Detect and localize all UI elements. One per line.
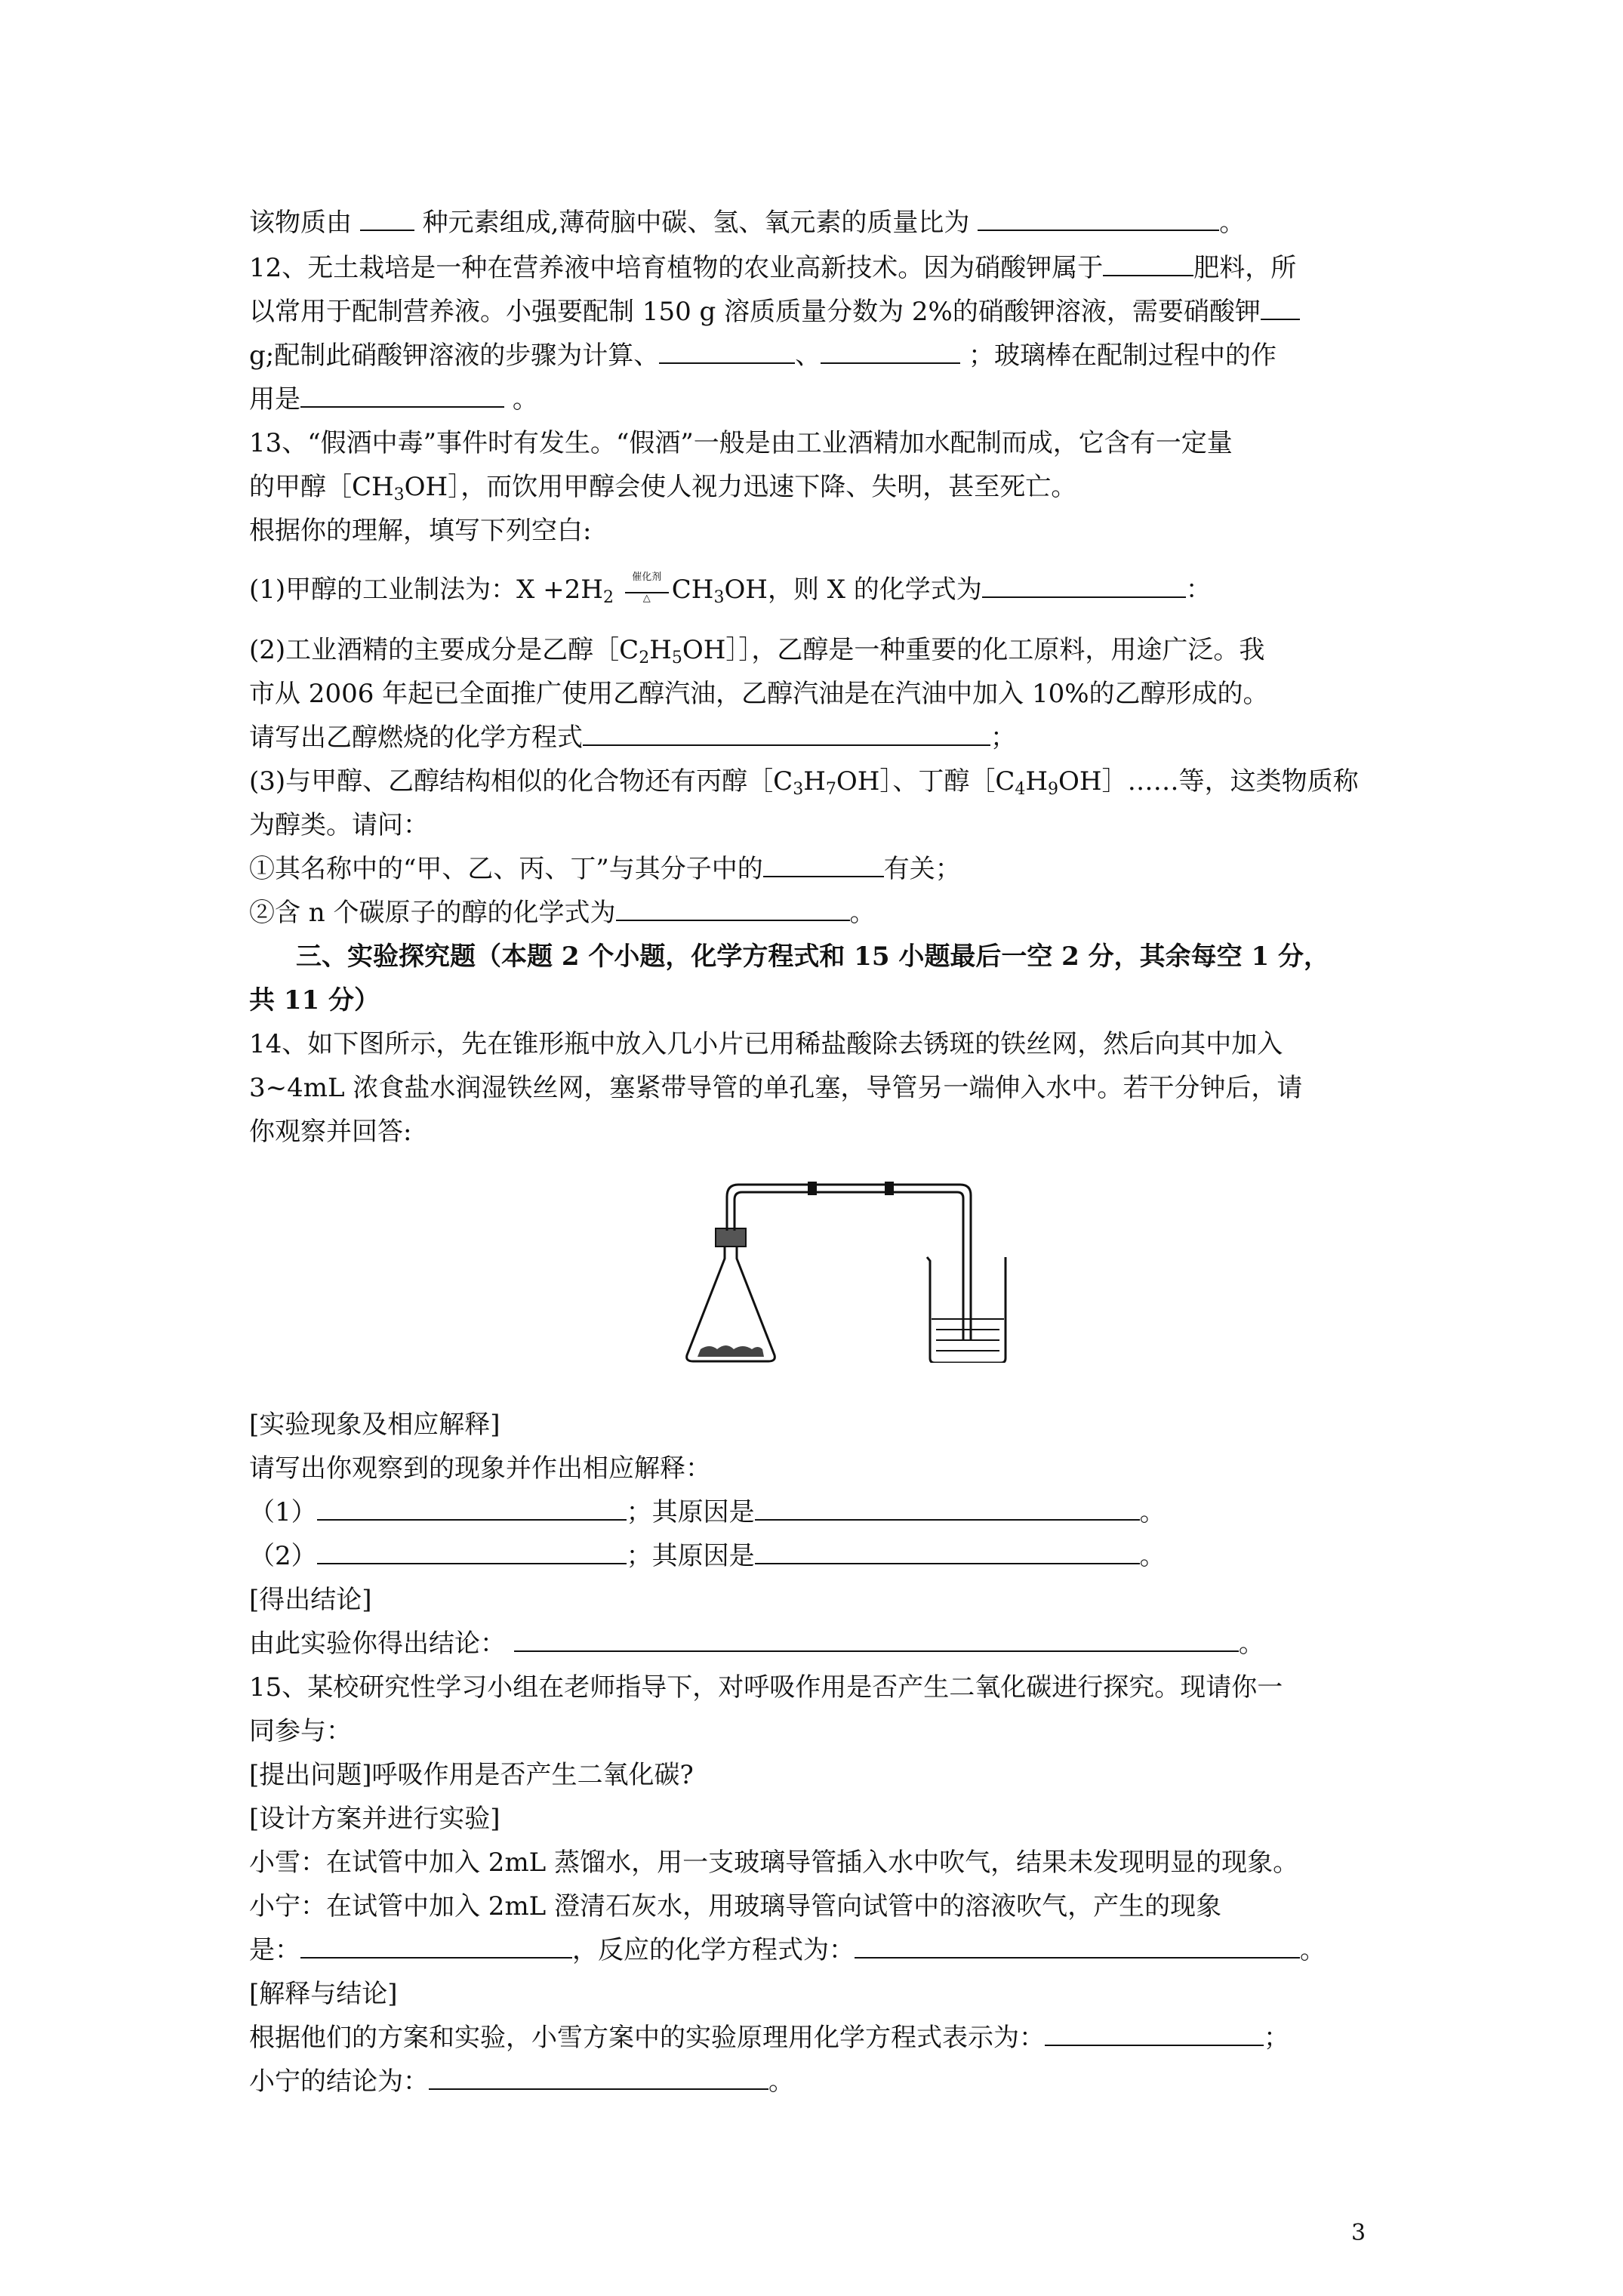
q15-question xyxy=(249,1756,1412,1794)
subscript: 3 xyxy=(713,588,725,607)
tube-joint xyxy=(885,1182,894,1195)
text: [得出结论] xyxy=(249,1585,372,1615)
text: 。 xyxy=(512,384,538,415)
text: 的甲醇［CH xyxy=(249,472,394,502)
text: 是： xyxy=(249,1935,300,1965)
subscript: 9 xyxy=(1048,780,1059,799)
text: 市从 2006 年起已全面推广使用乙醇汽油，乙醇汽油是在汽油中加入 10%的乙醇形成的。 xyxy=(249,679,1269,709)
text: 共 11 分） xyxy=(249,985,380,1015)
text: OH，则 X 的化学式为 xyxy=(724,575,982,605)
subscript: 3 xyxy=(393,485,405,504)
text: ①其名称中的“甲、乙、丙、丁”与其分子中的 xyxy=(249,854,763,884)
q14-answer-2 xyxy=(249,1537,1412,1575)
q13-part3-line2 xyxy=(249,806,1412,844)
answer-blank[interactable] xyxy=(300,1931,572,1959)
answer-blank[interactable] xyxy=(429,2063,768,2090)
answer-blank[interactable] xyxy=(1261,293,1300,320)
text: 种元素组成,薄荷脑中碳、氢、氧元素的质量比为 xyxy=(422,208,970,238)
text: 根据你的理解，填写下列空白: xyxy=(249,516,592,546)
q14-line1 xyxy=(249,1025,1412,1063)
text: 。 xyxy=(1300,1935,1326,1965)
q15-explain-heading xyxy=(249,1975,1412,2013)
answer-blank[interactable] xyxy=(855,1931,1300,1959)
text: (1)甲醇的工业制法为：X +2H xyxy=(249,575,603,605)
text: [实验现象及相应解释] xyxy=(249,1410,500,1440)
beaker xyxy=(927,1257,1006,1363)
q15-xiaoning xyxy=(249,1888,1412,1925)
text: H xyxy=(1025,766,1049,797)
text: 由此实验你得出结论： xyxy=(249,1629,506,1659)
text: 请写出你观察到的现象并作出相应解释： xyxy=(249,1453,711,1484)
text: 、 xyxy=(795,341,821,371)
conical-flask xyxy=(687,1238,775,1361)
q14-heading-conclusion xyxy=(249,1581,1412,1619)
text: ；玻璃棒在配制过程中的作 xyxy=(969,341,1277,371)
subscript: 4 xyxy=(1015,780,1026,799)
answer-blank[interactable] xyxy=(583,719,990,746)
text: 你观察并回答: xyxy=(249,1117,412,1147)
q12-line4 xyxy=(249,381,1412,418)
catalyst-label: 催化剂 xyxy=(632,572,662,583)
answer-blank[interactable] xyxy=(1045,2019,1264,2046)
text: ；其原因是 xyxy=(626,1497,755,1527)
q13-line2 xyxy=(249,468,1412,514)
text: 14、如下图所示，先在锥形瓶中放入几小片已用稀盐酸除去锈斑的铁丝网，然后向其中加入 xyxy=(249,1029,1283,1059)
q15-basis xyxy=(249,2019,1412,2057)
q12-line1 xyxy=(249,249,1412,287)
text: CH xyxy=(671,575,714,605)
q13-part2-line2 xyxy=(249,675,1412,713)
q15-line2 xyxy=(249,1712,1412,1750)
text: 有关； xyxy=(883,854,961,884)
tube-joint xyxy=(808,1182,817,1195)
answer-blank[interactable] xyxy=(755,1537,1140,1564)
text: 小宁的结论为： xyxy=(249,2066,429,2097)
text: [设计方案并进行实验] xyxy=(249,1804,500,1834)
answer-blank[interactable] xyxy=(616,894,850,921)
text: 。 xyxy=(1219,208,1246,238)
text: 小雪：在试管中加入 2mL 蒸馏水，用一支玻璃导管插入水中吹气，结果未发现明显的现象。 xyxy=(249,1848,1299,1878)
q13-line1 xyxy=(249,424,1412,462)
answer-blank[interactable] xyxy=(821,337,960,364)
text: g;配制此硝酸钾溶液的步骤为计算、 xyxy=(249,341,660,371)
answer-blank[interactable] xyxy=(978,204,1219,231)
text: （1） xyxy=(249,1497,317,1527)
q13-part2-line1 xyxy=(249,631,1412,677)
text: 请写出乙醇燃烧的化学方程式 xyxy=(249,723,583,753)
text: OH］、丁醇［C xyxy=(836,766,1015,797)
text: ： xyxy=(1185,575,1212,605)
subscript: 2 xyxy=(602,588,614,607)
q15-design-heading xyxy=(249,1800,1412,1838)
q15-line1 xyxy=(249,1669,1412,1706)
answer-blank[interactable] xyxy=(755,1493,1140,1521)
reaction-arrow xyxy=(622,572,672,604)
text: H xyxy=(803,766,826,797)
text: (2)工业酒精的主要成分是乙醇［C xyxy=(249,635,639,665)
q14-conclusion xyxy=(249,1625,1412,1663)
q14-line3 xyxy=(249,1113,1412,1151)
rubber-stopper xyxy=(716,1228,746,1247)
text: 。 xyxy=(1238,1629,1264,1659)
text: ，反应的化学方程式为： xyxy=(572,1935,855,1965)
subscript: 2 xyxy=(639,649,650,667)
q12-line2 xyxy=(249,293,1412,331)
text: 3~4mL 浓食盐水润湿铁丝网，塞紧带导管的单孔塞，导管另一端伸入水中。若干分钟后，请 xyxy=(249,1073,1303,1103)
text: 同参与： xyxy=(249,1716,352,1746)
answer-blank[interactable] xyxy=(514,1625,1239,1652)
text: (3)与甲醇、乙醇结构相似的化合物还有丙醇［C xyxy=(249,766,793,797)
text: [提出问题]呼吸作用是否产生二氧化碳? xyxy=(249,1760,694,1790)
answer-blank[interactable] xyxy=(317,1493,627,1521)
text: OH］……等，这类物质称 xyxy=(1058,766,1359,797)
text: 。 xyxy=(768,2066,794,2097)
text: （2） xyxy=(249,1541,317,1571)
q13-line3 xyxy=(249,512,1412,550)
answer-blank[interactable] xyxy=(982,571,1186,598)
text: [解释与结论] xyxy=(249,1979,398,2009)
q14-phenomena-prompt xyxy=(249,1450,1412,1487)
text: 12、无土栽培是一种在营养液中培育植物的农业高新技术。因为硝酸钾属于 xyxy=(249,253,1104,283)
q13-part3-line1 xyxy=(249,763,1412,809)
section-3-heading-cont xyxy=(249,982,1412,1019)
text: 用是 xyxy=(249,384,300,415)
page-number: 3 xyxy=(1351,2220,1366,2246)
q12-line3 xyxy=(249,337,1412,374)
answer-blank[interactable] xyxy=(317,1537,627,1564)
answer-blank[interactable] xyxy=(1103,249,1193,276)
subscript: 7 xyxy=(825,780,836,799)
q13-part2-line3 xyxy=(249,719,1412,757)
text: 13、“假酒中毒”事件时有发生。“假酒”一般是由工业酒精加水配制而成，它含有一定量 xyxy=(249,428,1233,458)
subscript: 3 xyxy=(793,780,804,799)
section-3-heading xyxy=(296,938,1458,975)
q13-sub1 xyxy=(249,850,1412,888)
q15-phenomenon xyxy=(249,1931,1412,1969)
text: 肥料，所 xyxy=(1193,253,1297,283)
text: 为醇类。请问： xyxy=(249,810,429,840)
subscript: 5 xyxy=(671,649,682,667)
text: ； xyxy=(990,723,1016,753)
text: 小宁：在试管中加入 2mL 澄清石灰水，用玻璃导管向试管中的溶液吹气，产生的现象 xyxy=(249,1891,1222,1922)
q13-part1 xyxy=(249,571,1412,617)
answer-blank[interactable] xyxy=(300,381,504,408)
q15-ning-conclusion xyxy=(249,2063,1412,2100)
experiment-apparatus-figure xyxy=(664,1151,1238,1363)
text: 三、实验探究题（本题 2 个小题，化学方程式和 15 小题最后一空 2 分，其余每空 1 分， xyxy=(296,942,1329,972)
text: 15、某校研究性学习小组在老师指导下，对呼吸作用是否产生二氧化碳进行探究。现请你一 xyxy=(249,1672,1283,1703)
q11-tail-line xyxy=(249,204,1412,242)
text: 。 xyxy=(849,898,876,928)
q14-answer-1 xyxy=(249,1493,1412,1531)
text: ； xyxy=(1264,2023,1289,2053)
text: OH］，而饮用甲醇会使人视力迅速下降、失明，甚至死亡。 xyxy=(404,472,1077,502)
text: ②含 n 个碳原子的醇的化学式为 xyxy=(249,898,616,928)
answer-blank[interactable] xyxy=(659,337,795,364)
delivery-tube xyxy=(727,1185,971,1340)
q13-sub2 xyxy=(249,894,1412,932)
heat-symbol: △ xyxy=(642,593,651,604)
text: 。 xyxy=(1139,1541,1166,1571)
text: ；其原因是 xyxy=(626,1541,755,1571)
text: 该物质由 xyxy=(249,208,352,238)
q14-line2 xyxy=(249,1069,1412,1107)
q15-xiaoxue xyxy=(249,1844,1412,1881)
text: 以常用于配制营养液。小强要配制 150 g 溶质质量分数为 2%的硝酸钾溶液，需要硝酸钾 xyxy=(249,297,1261,327)
text: 根据他们的方案和实验，小雪方案中的实验原理用化学方程式表示为： xyxy=(249,2023,1045,2053)
text: H xyxy=(649,635,672,665)
iron-mesh xyxy=(698,1345,764,1357)
text: OH］］，乙醇是一种重要的化工原料，用途广泛。我 xyxy=(682,635,1265,665)
water-level xyxy=(932,1319,1004,1351)
answer-blank[interactable] xyxy=(360,204,414,231)
text: 。 xyxy=(1139,1497,1166,1527)
q14-heading-phenomena xyxy=(249,1406,1412,1444)
answer-blank[interactable] xyxy=(763,850,884,877)
